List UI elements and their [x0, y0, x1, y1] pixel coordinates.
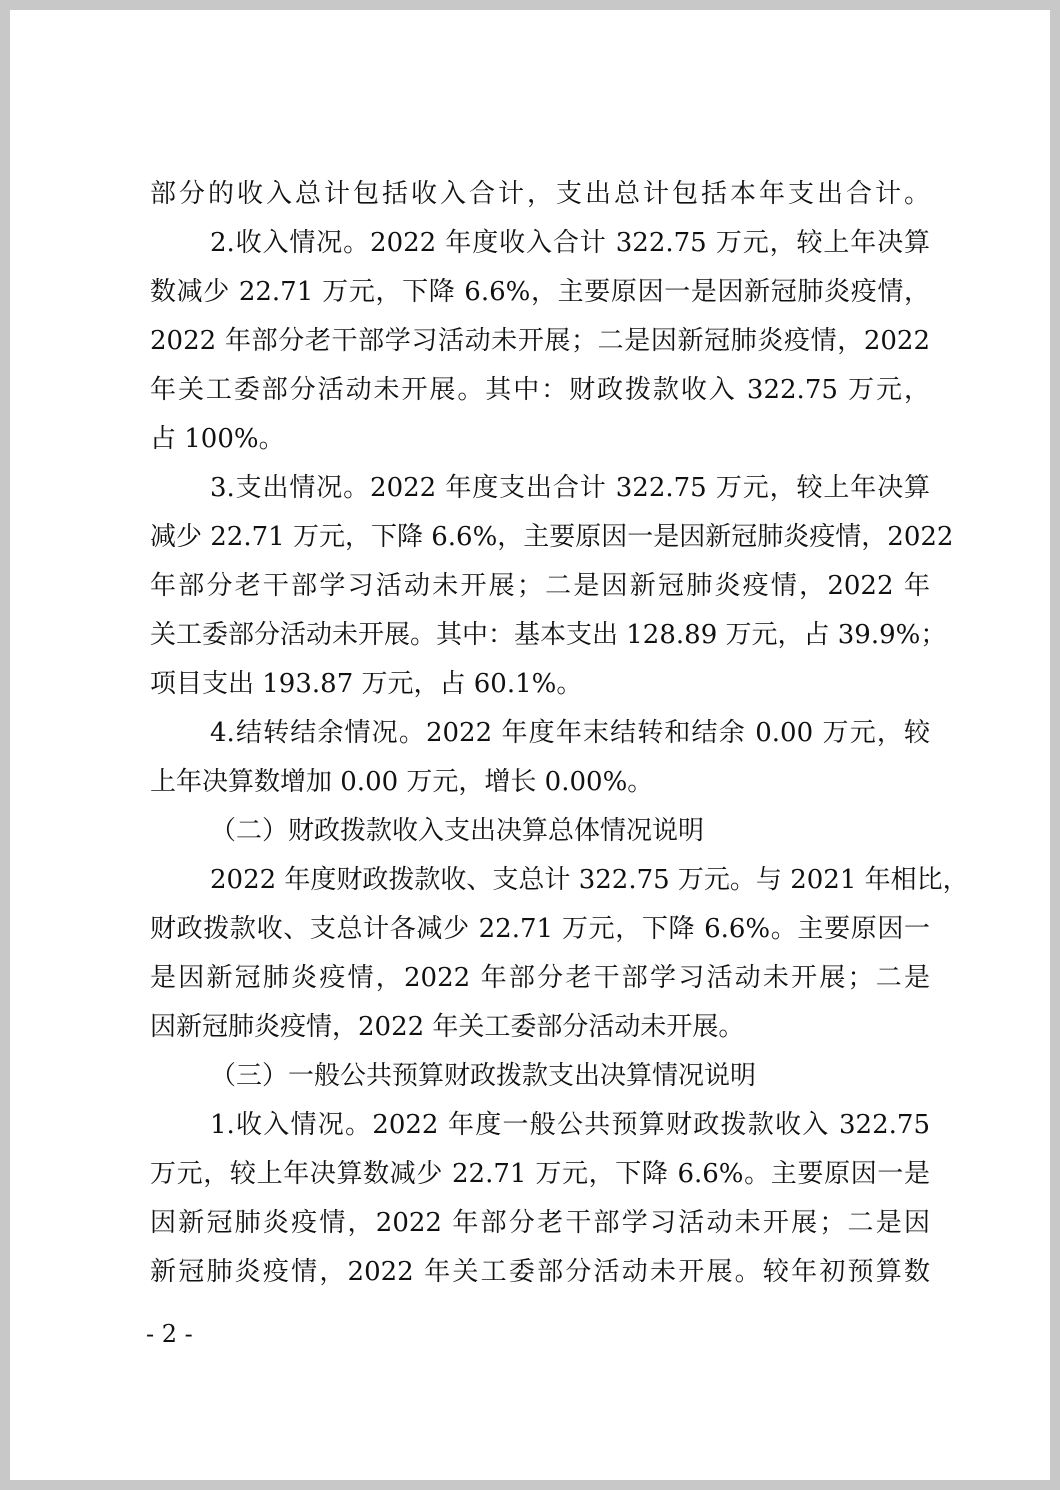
document-body	[150, 170, 969, 1297]
document-page	[10, 10, 1050, 1480]
paragraph-line: 年关工委部分活动未开展。其中：财政拨款收入 322.75 万元，	[150, 375, 930, 405]
paragraph-line: 上年决算数增加 0.00 万元，增长 0.00%。	[150, 767, 654, 797]
paragraph-line: 3.支出情况。2022 年度支出合计 322.75 万元，较上年决算	[210, 473, 930, 503]
paragraph-line: 2022 年度财政拨款收、支总计 322.75 万元。与 2021 年相比，	[210, 865, 969, 895]
paragraph-line: 2022 年部分老干部学习活动未开展；二是因新冠肺炎疫情，2022	[150, 326, 930, 356]
section-heading: （二）财政拨款收入支出决算总体情况说明	[210, 816, 705, 846]
paragraph-line: 财政拨款收、支总计各减少 22.71 万元，下降 6.6%。主要原因一	[150, 914, 930, 944]
paragraph-line: 4.结转结余情况。2022 年度年末结转和结余 0.00 万元，较	[210, 718, 930, 748]
paragraph-line: 因新冠肺炎疫情，2022 年关工委部分活动未开展。	[150, 1012, 745, 1042]
paragraph-line: 部分的收入总计包括收入合计，支出总计包括本年支出合计。	[150, 179, 930, 209]
paragraph-line: 数减少 22.71 万元，下降 6.6%，主要原因一是因新冠肺炎疫情，	[150, 277, 930, 307]
paragraph-line: 关工委部分活动未开展。其中：基本支出 128.89 万元，占 39.9%；	[150, 620, 947, 650]
paragraph-line: 万元，较上年决算数减少 22.71 万元，下降 6.6%。主要原因一是	[150, 1159, 930, 1189]
paragraph-line: 项目支出 193.87 万元，占 60.1%。	[150, 669, 583, 699]
paragraph-line: 占 100%。	[150, 424, 285, 454]
paragraph-line: 减少 22.71 万元，下降 6.6%，主要原因一是因新冠肺炎疫情，2022	[150, 522, 954, 552]
page-number: - 2 -	[146, 1320, 193, 1348]
paragraph-line: 年部分老干部学习活动未开展；二是因新冠肺炎疫情，2022 年	[150, 571, 930, 601]
paragraph-line: 新冠肺炎疫情，2022 年关工委部分活动未开展。较年初预算数	[150, 1257, 930, 1287]
paragraph-line: 因新冠肺炎疫情，2022 年部分老干部学习活动未开展；二是因	[150, 1208, 930, 1238]
paragraph-line: 是因新冠肺炎疫情，2022 年部分老干部学习活动未开展；二是	[150, 963, 930, 993]
paragraph-line: 2.收入情况。2022 年度收入合计 322.75 万元，较上年决算	[210, 228, 930, 258]
section-heading: （三）一般公共预算财政拨款支出决算情况说明	[210, 1061, 757, 1091]
paragraph-line: 1.收入情况。2022 年度一般公共预算财政拨款收入 322.75	[210, 1110, 930, 1140]
